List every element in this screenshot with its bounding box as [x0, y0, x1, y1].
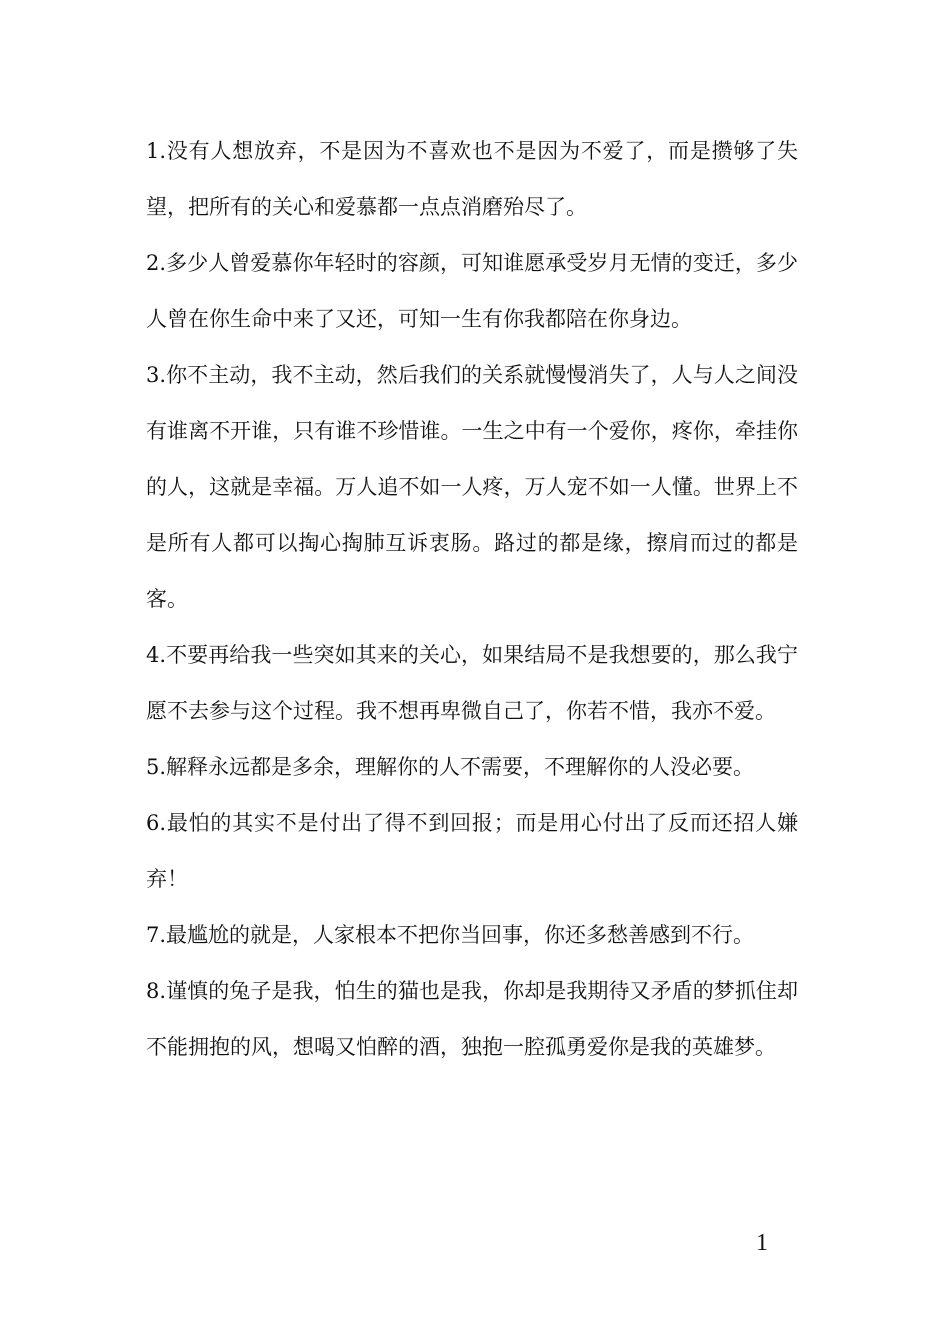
paragraph-5: 5.解释永远都是多余，理解你的人不需要，不理解你的人没必要。: [146, 755, 755, 779]
paragraph-8: 8.谨慎的兔子是我，怕生的猫也是我，你却是我期待又矛盾的梦抓住却不能拥抱的风，想喝又怕醉的酒，独抱一腔孤勇爱你是我的英雄梦。: [146, 979, 798, 1059]
paragraph-3: 3.你不主动，我不主动，然后我们的关系就慢慢消失了，人与人之间没有谁离不开谁，只有谁不珍惜谁。一生之中有一个爱你，疼你，牵挂你的人，这就是幸福。万人追不如一人疼，万人宠不如一人懂。世界上不是所有人都可以掏心掏肺互诉衷肠。路过的都是缘，擦肩而过的都是客。: [146, 363, 798, 611]
paragraph-4: 4.不要再给我一些突如其来的关心，如果结局不是我想要的，那么我宁愿不去参与这个过程。我不想再卑微自己了，你若不惜，我亦不爱。: [146, 643, 798, 723]
paragraph-6: 6.最怕的其实不是付出了得不到回报；而是用心付出了反而还招人嫌弃！: [146, 811, 798, 891]
page-number: 1: [756, 1230, 768, 1256]
paragraph-7: 7.最尴尬的就是，人家根本不把你当回事，你还多愁善感到不行。: [146, 923, 755, 947]
paragraph-2: 2.多少人曾爱慕你年轻时的容颜，可知谁愿承受岁月无情的变迁，多少人曾在你生命中来了又还，可知一生有你我都陪在你身边。: [146, 251, 798, 331]
paragraph-1: 1.没有人想放弃，不是因为不喜欢也不是因为不爱了，而是攒够了失望，把所有的关心和爱慕都一点点消磨殆尽了。: [146, 139, 798, 219]
document-body: [146, 123, 798, 1075]
